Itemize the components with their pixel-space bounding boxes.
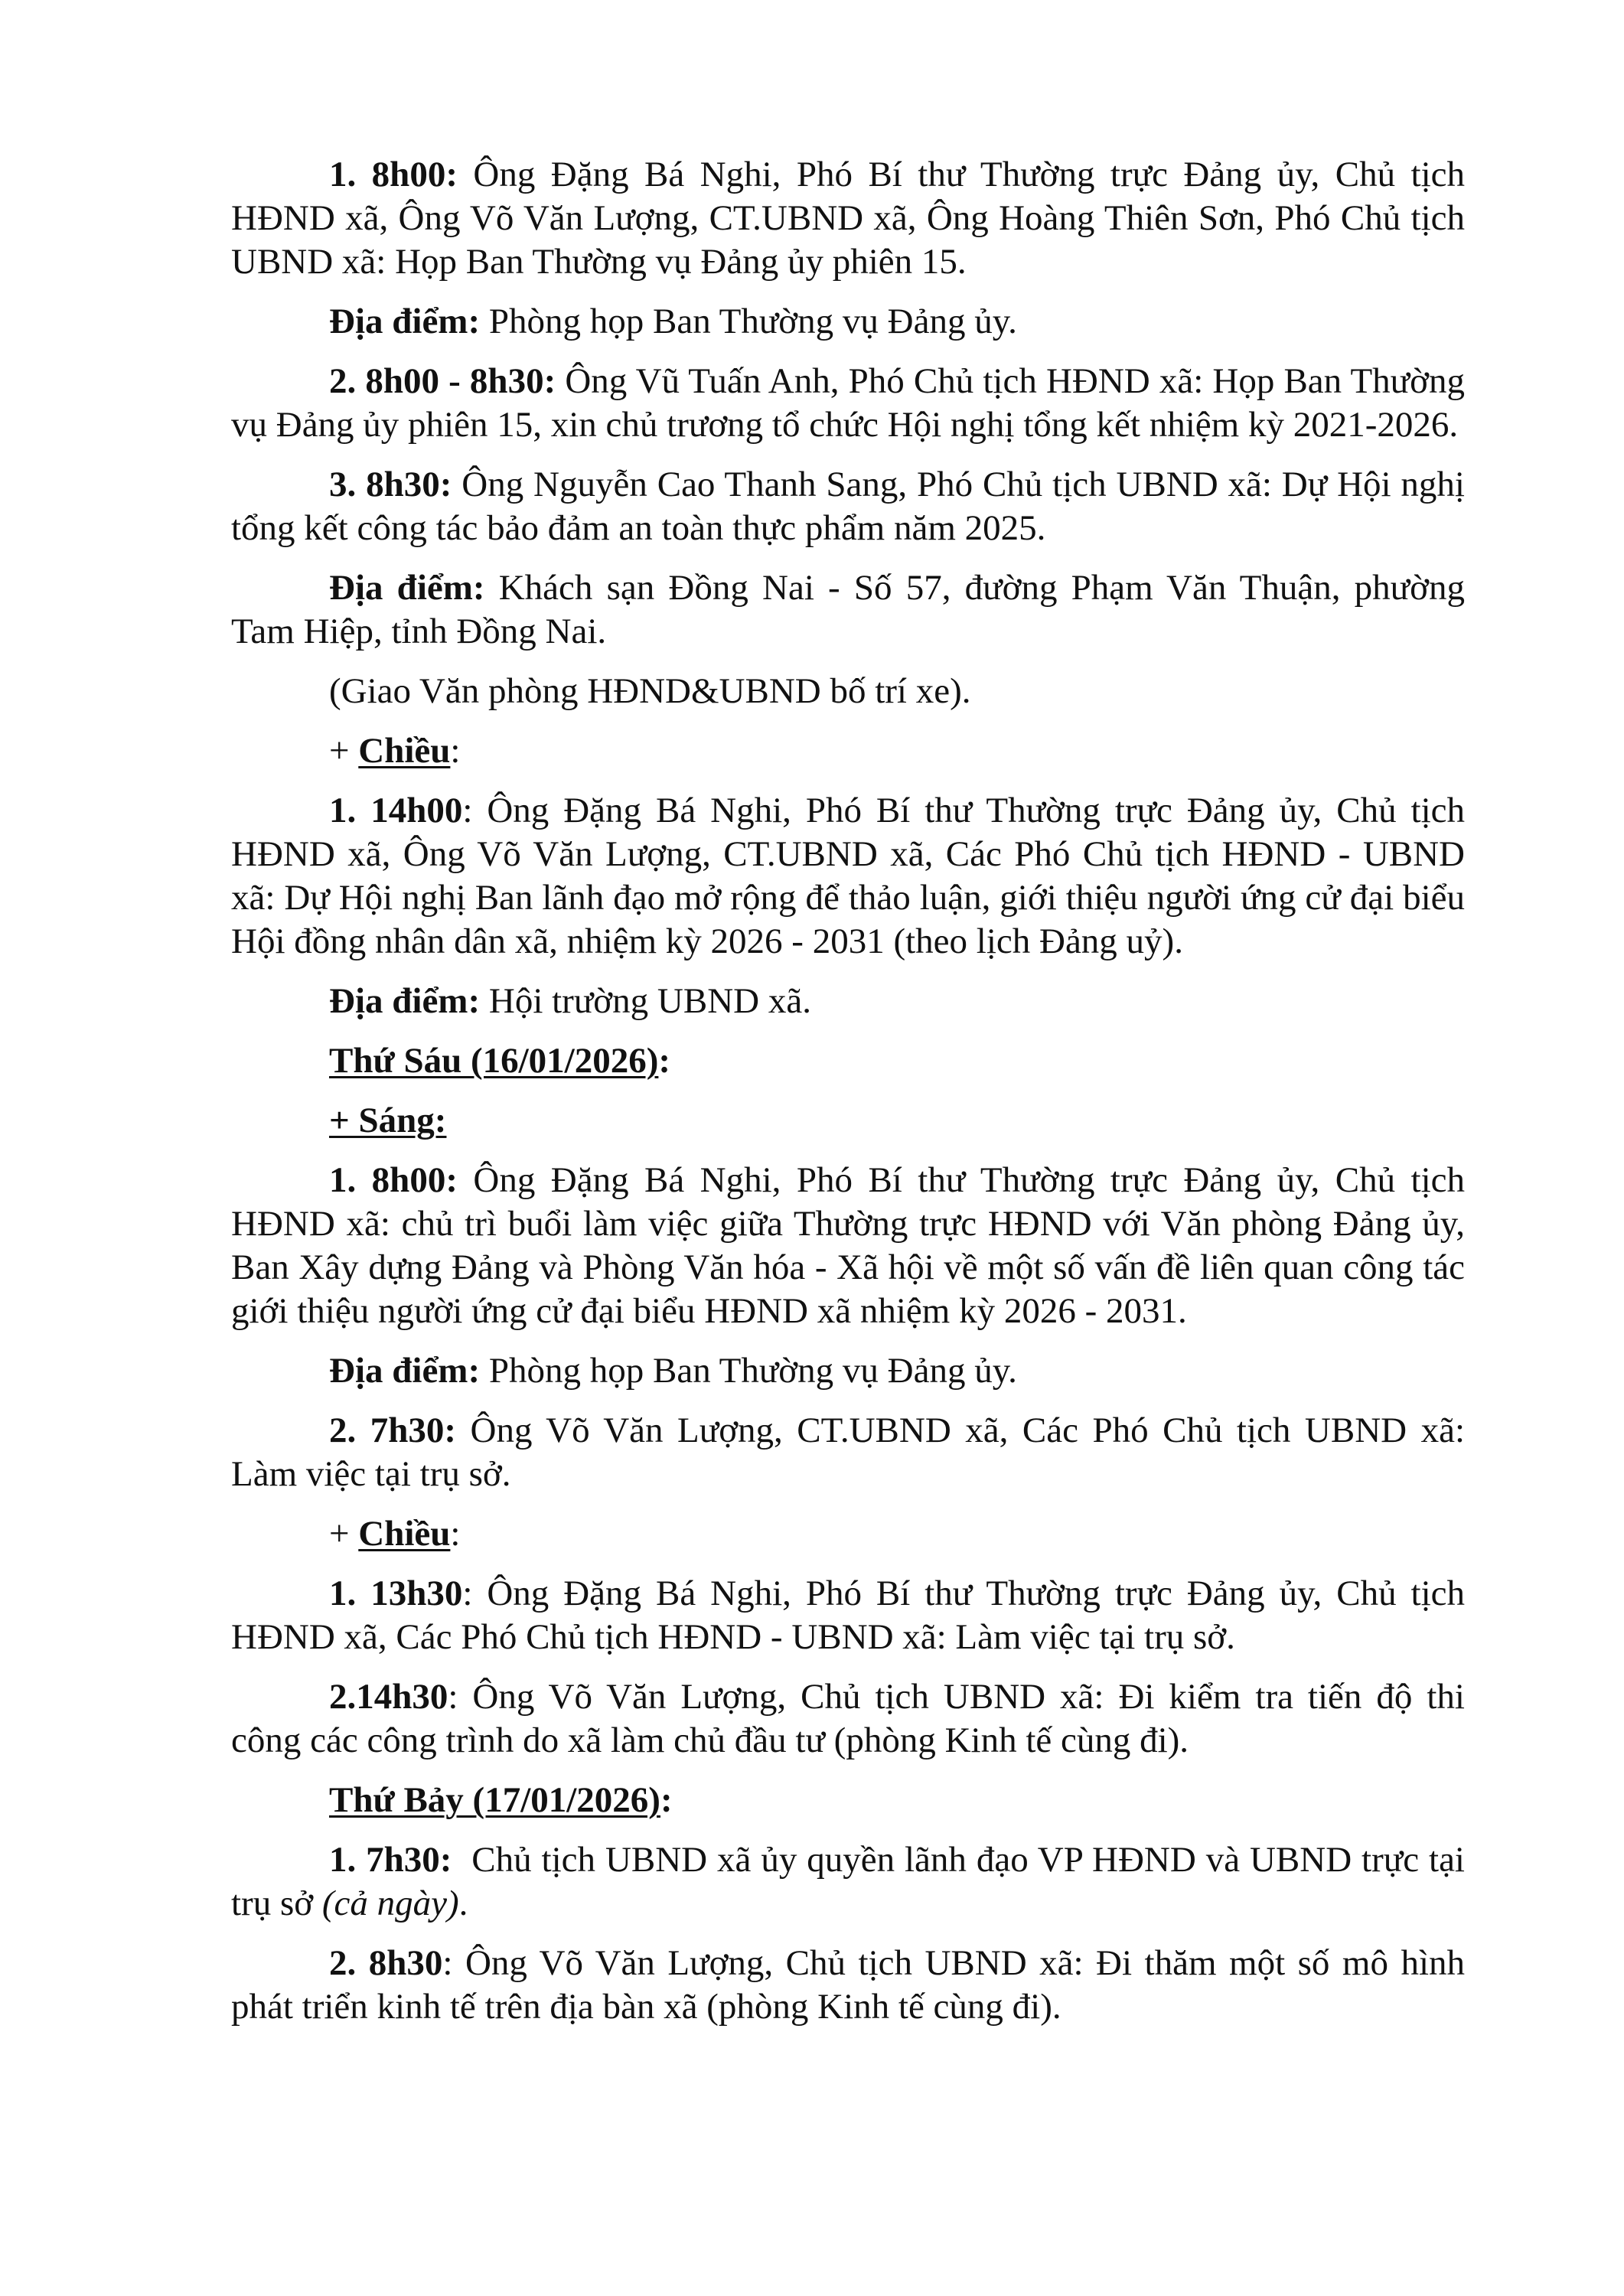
item-text: Ông Võ Văn Lượng, CT.UBND xã, Các Phó Chủ tịch UBND xã: Làm việc tại trụ sở. [231,1411,1465,1494]
item-lead: 1. 8h00: [329,1160,458,1200]
item-text: Ông Đặng Bá Nghi, Phó Bí thư Thường trực Đảng ủy, Chủ tịch HĐND xã: chủ trì buổi làm việc giữa Thường trực HĐND với Văn phòng Đảng ủy, Ban Xây dựng Đảng và Phòng Văn hóa - Xã hội về một số vấn đề liên quan công tác giới thiệu người ứng cử đại biểu HĐND xã nhiệm kỳ 2026 - 2031. [231,1160,1465,1331]
item-text: : Ông Đặng Bá Nghi, Phó Bí thư Thường trực Đảng ủy, Chủ tịch HĐND xã, Các Phó Chủ tịch HĐND - UBND xã: Làm việc tại trụ sở. [231,1574,1466,1657]
day-heading-suffix: : [660,1780,673,1820]
location-text: Phòng họp Ban Thường vụ Đảng ủy. [480,1351,1017,1391]
day-heading-saturday [231,1779,1465,1822]
item-p1 [231,153,1465,284]
item-p16 [231,1572,1465,1659]
location-label: Địa điểm: [329,568,485,608]
schedule-document [231,153,1474,2045]
location-text: Hội trường UBND xã. [480,981,811,1021]
session-prefix: + [329,731,359,771]
session-morning [231,1099,1465,1143]
note-text: (Giao Văn phòng HĐND&UBND bố trí xe). [329,671,971,711]
session-heading: Chiều [358,1514,451,1554]
session-suffix: : [450,1514,461,1554]
item-lead: 1. 7h30: [329,1840,452,1880]
item-lead: 3. 8h30: [329,465,452,504]
item-text: Chủ tịch UBND xã ủy quyền lãnh đạo VP HĐND và UBND trực tại trụ sở [231,1840,1474,1923]
session-heading: Chiều [358,731,451,771]
item-text: Ông Vũ Tuấn Anh, Phó Chủ tịch HĐND xã: Họp Ban Thường vụ Đảng ủy phiên 15, xin chủ trương tổ chức Hội nghị tổng kết nhiệm kỳ 2021-2026. [231,361,1465,445]
day-heading-suffix: : [658,1041,671,1081]
location-label: Địa điểm: [329,1351,481,1391]
location-text: Khách sạn Đồng Nai - Số 57, đường Phạm Văn Thuận, phường Tam Hiệp, tỉnh Đồng Nai. [231,568,1465,651]
item-text: : Ông Võ Văn Lượng, Chủ tịch UBND xã: Đi kiểm tra tiến độ thi công các công trình do xã làm chủ đầu tư (phòng Kinh tế cùng đi). [231,1677,1465,1760]
item-p17 [231,1675,1465,1763]
note-p6 [231,670,1465,713]
item-p4 [231,463,1465,550]
item-lead: 2. 8h00 - 8h30: [329,361,556,401]
item-p3 [231,360,1465,447]
item-lead: 1. 13h30 [329,1574,463,1613]
day-heading: Thứ Bảy (17/01/2026) [329,1780,660,1820]
item-lead: 2.14h30 [329,1677,448,1717]
item-p12 [231,1159,1465,1333]
location-p13 [231,1349,1465,1393]
item-italic: (cả ngày) [321,1883,459,1923]
item-p14 [231,1409,1465,1496]
location-p5 [231,566,1465,654]
location-label: Địa điểm: [329,302,481,341]
location-p9 [231,980,1465,1023]
item-p20 [231,1942,1465,2029]
session-suffix: : [450,731,461,771]
location-text: Phòng họp Ban Thường vụ Đảng ủy. [480,302,1017,341]
location-p2 [231,300,1465,344]
item-text: : Ông Đặng Bá Nghi, Phó Bí thư Thường trực Đảng ủy, Chủ tịch HĐND xã, Ông Võ Văn Lượng, CT.UBND xã, Các Phó Chủ tịch HĐND - UBND xã: Dự Hội nghị Ban lãnh đạo mở rộng để thảo luận, giới thiệu người ứng cử đại biểu Hội đồng nhân dân xã, nhiệm kỳ 2026 - 2031 (theo lịch Đảng uỷ). [231,791,1466,961]
session-afternoon-1 [231,729,1465,773]
item-p8 [231,789,1465,964]
location-label: Địa điểm: [329,981,481,1021]
item-lead: 2. 7h30: [329,1411,457,1450]
session-afternoon-2 [231,1512,1465,1556]
day-heading-friday [231,1039,1465,1083]
day-heading: Thứ Sáu (16/01/2026) [329,1041,659,1081]
item-lead: 2. 8h30 [329,1943,443,1983]
session-prefix: + [329,1514,359,1554]
item-text: : Ông Võ Văn Lượng, Chủ tịch UBND xã: Đi thăm một số mô hình phát triển kinh tế trên địa bàn xã (phòng Kinh tế cùng đi). [231,1943,1465,2027]
item-p19 [231,1838,1474,1926]
item-text: Ông Nguyễn Cao Thanh Sang, Phó Chủ tịch UBND xã: Dự Hội nghị tổng kết công tác bảo đảm an toàn thực phẩm năm 2025. [231,465,1465,548]
item-lead: 1. 8h00: [329,155,458,194]
item-text: Ông Đặng Bá Nghi, Phó Bí thư Thường trực Đảng ủy, Chủ tịch HĐND xã, Ông Võ Văn Lượng, CT.UBND xã, Ông Hoàng Thiên Sơn, Phó Chủ tịch UBND xã: Họp Ban Thường vụ Đảng ủy phiên 15. [231,155,1465,282]
item-tail: . [458,1883,468,1923]
item-lead: 1. 14h00 [329,791,463,830]
session-heading: + Sáng: [329,1101,447,1140]
